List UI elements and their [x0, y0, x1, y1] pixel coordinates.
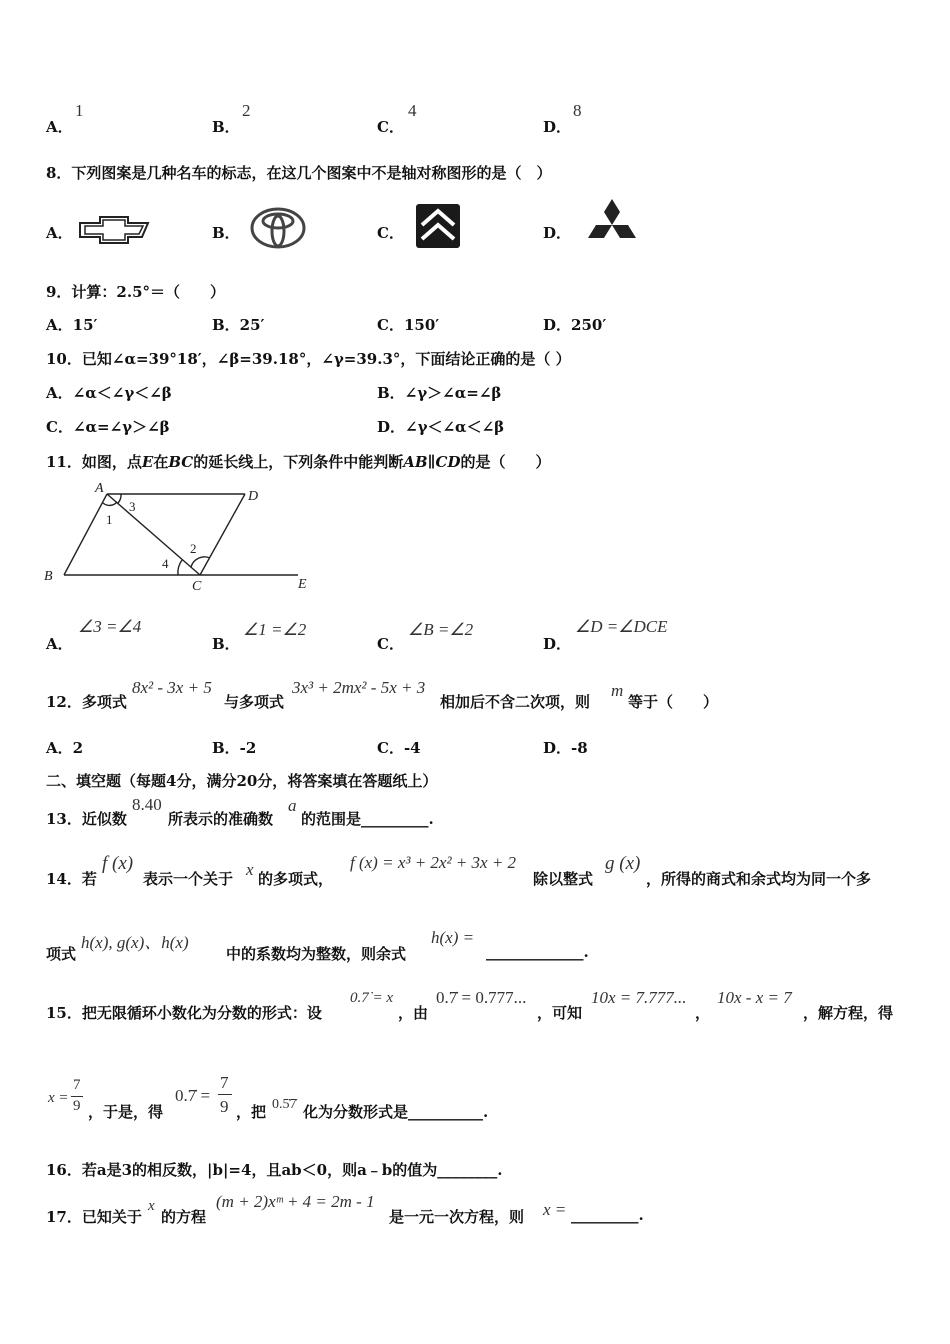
- q7-option-d-value: 8: [573, 101, 582, 120]
- label-4: 4: [162, 556, 169, 571]
- q15-l2-value: 0.5̇7̇: [272, 1097, 297, 1112]
- q12-pre: 12．多项式: [46, 693, 127, 711]
- q16-stem: 16．若a是3的相反数，|b|=4，且ab＜0，则a﹣b的值为________.: [46, 1161, 503, 1179]
- q12-option-b: B．-2: [212, 739, 257, 757]
- segment-dc: [200, 494, 245, 575]
- q11-mid1: 在: [153, 453, 169, 471]
- q15-frac2-den: 9: [220, 1097, 229, 1116]
- q7-option-b-label: B．: [212, 118, 240, 136]
- q10-option-d: D．∠γ＜∠α＜∠β: [377, 418, 505, 436]
- q13-a: a: [288, 796, 297, 815]
- q9-option-b: B．25′: [212, 316, 265, 334]
- q17-x-eq: x =: [543, 1200, 567, 1219]
- q14-fx: f (x): [102, 853, 134, 874]
- q12-option-a: A．2: [46, 739, 84, 757]
- q15-set: 0.7̇ = x: [350, 990, 394, 1006]
- angle-4-arc: [178, 560, 182, 575]
- q10-option-c: C．∠α=∠γ＞∠β: [46, 418, 170, 436]
- q15-l2-c2: ，把: [236, 1103, 267, 1121]
- q7-option-c-value: 4: [408, 101, 417, 120]
- q11-segment-bc: BC: [168, 453, 194, 471]
- mitsubishi-logo: [583, 198, 641, 248]
- q11-option-d-label: D．: [543, 635, 572, 653]
- q14-l2-mid: 中的系数均为整数，则余式: [226, 945, 407, 963]
- q11-point-e: E: [141, 453, 154, 471]
- q13-pre: 13．近似数: [46, 810, 127, 828]
- q15-frac2-num: 7: [220, 1073, 229, 1092]
- segment-ac: [107, 494, 200, 575]
- q10-stem: 10．已知∠α=39°18′，∠β=39.18°，∠γ=39.3°，下面结论正确的是（ ）: [46, 350, 571, 368]
- q15-eq2: 10x = 7.777...: [591, 988, 687, 1007]
- q13-post: 的范围是_________.: [301, 810, 434, 828]
- q11-option-d-expr: ∠D =∠DCE: [575, 617, 668, 636]
- q17-mid: 的方程: [161, 1208, 207, 1226]
- q11-mid2: 的延长线上，下列条件中能判断: [193, 453, 404, 471]
- q12-m: m: [611, 681, 624, 700]
- q7-option-b-value: 2: [242, 101, 251, 120]
- q15-frac1-den: 9: [73, 1098, 81, 1114]
- q17-post: 是一元一次方程，则: [389, 1208, 525, 1226]
- q14-mid2: 的多项式，: [258, 870, 334, 888]
- label-1: 1: [106, 512, 113, 527]
- q10-option-a: A．∠α＜∠γ＜∠β: [46, 384, 172, 402]
- q14-mid: 表示一个关于: [143, 870, 234, 888]
- q14-equation: f (x) = x³ + 2x² + 3x + 2: [350, 853, 517, 872]
- q15-c2: ，可知: [537, 1004, 583, 1022]
- q9-option-a: A．15′: [46, 316, 98, 334]
- segment-ab: [64, 494, 107, 575]
- q12-poly2: 3x³ + 2mx² - 5x + 3: [292, 678, 426, 697]
- q15-c1: ，由: [398, 1004, 429, 1022]
- q15-frac1-bar: [71, 1096, 83, 1097]
- q17-pre: 17．已知关于: [46, 1208, 142, 1226]
- q14-hg: h(x), g(x)、h(x): [81, 933, 189, 952]
- citroen-logo: [415, 203, 461, 249]
- label-e: E: [298, 577, 307, 592]
- q15-l2-c1: ，于是，得: [88, 1103, 164, 1121]
- q14-pre: 14．若: [46, 870, 97, 888]
- label-3: 3: [129, 499, 136, 514]
- q15-c3: ，: [695, 1004, 711, 1022]
- q14-blank: _____________.: [486, 943, 589, 961]
- q17-x: x: [148, 1198, 155, 1214]
- toyota-logo: [250, 207, 306, 249]
- q11-option-a-label: A．: [46, 635, 73, 653]
- q15-l2-lhs: 0.7̇ =: [175, 1086, 211, 1105]
- q10-option-b: B．∠γ＞∠α=∠β: [377, 384, 502, 402]
- q7-option-c-label: C．: [377, 118, 404, 136]
- angle-3-arc: [118, 494, 121, 503]
- q11-stem: [46, 451, 550, 472]
- q11-pre: 11．如图，点: [46, 453, 142, 471]
- q15-frac2-bar: [218, 1094, 232, 1095]
- q7-option-a-value: 1: [75, 101, 84, 120]
- q17-blank: _________.: [571, 1206, 644, 1224]
- q12-poly1: 8x² - 3x + 5: [132, 678, 212, 697]
- q8-option-a-label: A．: [46, 224, 73, 242]
- q14-l2-pre: 项式: [46, 945, 77, 963]
- q11-option-b-label: B．: [212, 635, 240, 653]
- q8-option-c-label: C．: [377, 224, 404, 242]
- q12-end: 等于（ ）: [628, 693, 719, 711]
- q13-mid: 所表示的准确数: [168, 810, 274, 828]
- label-a: A: [95, 481, 104, 496]
- q11-option-c-expr: ∠B =∠2: [408, 620, 474, 639]
- q9-option-d: D．250′: [543, 316, 607, 334]
- section-heading: 二、填空题（每题4分，满分20分，将答案填在答题纸上）: [46, 772, 438, 790]
- q7-option-a-label: A．: [46, 118, 73, 136]
- q14-hx: h(x) =: [431, 928, 475, 947]
- q8-stem: 8．下列图案是几种名车的标志，在这几个图案中不是轴对称图形的是（ ）: [46, 164, 552, 182]
- label-d: D: [248, 489, 259, 504]
- q12-option-d: D．-8: [543, 739, 588, 757]
- q11-ab-parallel-cd: AB∥CD: [403, 453, 461, 471]
- q15-frac1-num: 7: [73, 1077, 81, 1093]
- q11-option-a-expr: ∠3 =∠4: [78, 617, 142, 636]
- q15-post: ，解方程，得: [803, 1004, 894, 1022]
- q14-mid3: 除以整式: [533, 870, 594, 888]
- q15-pre: 15．把无限循环小数化为分数的形式：设: [46, 1004, 322, 1022]
- label-b: B: [44, 569, 53, 584]
- q8-option-d-label: D．: [543, 224, 572, 242]
- q15-eq3: 10x - x = 7: [717, 988, 792, 1007]
- q14-l1-post: ，所得的商式和余式均为同一个多: [646, 870, 872, 888]
- q11-post: 的是（ ）: [460, 453, 551, 471]
- q11-figure: [40, 478, 320, 598]
- q14-x: x: [246, 860, 254, 879]
- q15-eq1: 0.7̇ = 0.777...: [436, 988, 527, 1007]
- label-2: 2: [190, 541, 197, 556]
- label-c: C: [192, 579, 202, 594]
- q14-gx: g (x): [605, 853, 641, 874]
- chevrolet-logo: [76, 213, 152, 245]
- q12-mid: 与多项式: [224, 693, 285, 711]
- q15-l2-post: 化为分数形式是__________.: [303, 1103, 489, 1121]
- q12-post: 相加后不含二次项，则: [440, 693, 591, 711]
- q11-option-b-expr: ∠1 =∠2: [243, 620, 307, 639]
- q12-option-c: C．-4: [377, 739, 421, 757]
- q15-x-eq: x =: [48, 1090, 69, 1106]
- q9-option-c: C．150′: [377, 316, 440, 334]
- q17-equation: (m + 2)xᵐ + 4 = 2m - 1: [216, 1192, 375, 1211]
- q9-stem: 9．计算：2.5°＝（ ）: [46, 283, 226, 301]
- q11-option-c-label: C．: [377, 635, 404, 653]
- q7-option-d-label: D．: [543, 118, 572, 136]
- angle-1-arc: [103, 502, 117, 505]
- q8-option-b-label: B．: [212, 224, 240, 242]
- q13-number: 8.40: [132, 795, 162, 814]
